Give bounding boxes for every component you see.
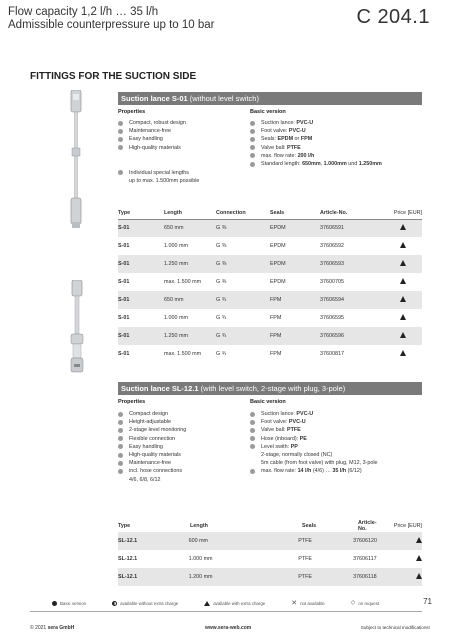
footer-subject: Subject to technical modifications! [360, 625, 430, 630]
lance2-properties-list [118, 410, 186, 484]
col-seals: Seals [302, 520, 358, 533]
bullet-icon [118, 137, 123, 142]
bullet-icon [118, 412, 123, 417]
list-item: 4/6, 6/8, 6/12 [129, 476, 161, 483]
list-item: up to max. 1.500mm possible [129, 178, 200, 185]
col-type: Type [118, 520, 190, 533]
extra-charge-icon [400, 278, 406, 284]
table-row: S-01 1.000 mm G ¾ FPM 37606595 [118, 309, 422, 327]
document-code: C 204.1 [356, 6, 430, 28]
table-row: S-01 max. 1.500 mm G ⅜ EPDM 37600705 [118, 273, 422, 291]
list-item: Easy handling [118, 443, 186, 451]
extra-charge-icon [400, 260, 406, 266]
footer-copyright: © 2021 sera GmbH [30, 625, 75, 631]
lance1-properties-heading: Properties [118, 109, 146, 115]
section-title: FITTINGS FOR THE SUCTION SIDE [30, 71, 197, 82]
extra-charge-icon [416, 555, 422, 561]
bullet-icon [250, 444, 255, 449]
extra-charge-icon [400, 296, 406, 302]
list-item: High-quality materials [118, 451, 186, 459]
list-item: Valve ball: PTFE [250, 144, 382, 152]
lance1-properties-list [118, 119, 199, 185]
lance1-table [118, 208, 422, 363]
col-type: Type [118, 208, 164, 219]
footer-website: www.sera-web.com [205, 625, 252, 631]
table-row: S-01 650 mm G ⅜ EPDM 37606591 [118, 219, 422, 237]
bullet-icon [250, 129, 255, 134]
lance2-basic-list [250, 410, 378, 476]
bullet-icon [250, 153, 255, 158]
list-item: max. flow rate: 200 l/h [250, 152, 382, 160]
header-line-2: Admissible counterpressure up to 10 bar [8, 19, 215, 31]
lance1-title-bar [118, 92, 422, 105]
lance2-basic-heading: Basic version [250, 399, 286, 405]
lance2-properties-heading: Properties [118, 399, 146, 405]
bullet-icon [118, 145, 123, 150]
bullet-icon [250, 469, 255, 474]
list-item: Compact design [118, 410, 186, 418]
col-price: Price [EUR] [384, 208, 422, 219]
bullet-icon [118, 428, 123, 433]
lance2-table-body [118, 532, 422, 586]
bullet-icon [118, 444, 123, 449]
list-item: Individual special lengths [118, 169, 199, 177]
list-item: Foot valve: PVC-U [250, 127, 382, 135]
col-connection: Connection [216, 208, 270, 219]
legend-item: Basic version [52, 601, 86, 606]
table-row: SL-12.1 1.200 mm PTFE 37606118 [118, 568, 422, 586]
list-item: 2-stage, normally closed (NC) [261, 452, 333, 459]
lance2-subtitle: (with level switch, 2-stage with plug, 3-pole) [200, 384, 346, 393]
bullet-icon [118, 129, 123, 134]
bullet-icon [118, 469, 123, 474]
extra-charge-icon [400, 224, 406, 230]
bullet-icon [118, 170, 123, 175]
bullet-icon [118, 420, 123, 425]
list-item: 2-stage level monitoring [118, 426, 186, 434]
page-number: 71 [423, 597, 432, 606]
list-item: Suction lance: PVC-U [250, 410, 378, 418]
extra-charge-icon [416, 573, 422, 579]
list-item: Suction lance: PVC-U [250, 119, 382, 127]
extra-charge-icon [400, 350, 406, 356]
no-charge-icon [112, 601, 117, 606]
table-row: SL-12.1 1.000 mm PTFE 37606117 [118, 550, 422, 568]
not-available-icon: ✕ [291, 600, 298, 608]
table-header-row [118, 520, 422, 533]
bullet-icon [118, 461, 123, 466]
lance1-title: Suction lance S-01 [121, 94, 188, 103]
lance2-title: Suction lance SL-12.1 [121, 384, 199, 393]
extra-charge-icon [400, 242, 406, 248]
legend-item: ◇ on request [350, 600, 380, 607]
lance1-subtitle: (without level switch) [189, 94, 259, 103]
list-item: Level swith: PP [250, 443, 378, 451]
bullet-icon [250, 428, 255, 433]
header-line-1: Flow capacity 1,2 l/h … 35 l/h [8, 6, 159, 18]
list-item: Easy handling [118, 135, 199, 143]
bullet-icon [250, 137, 255, 142]
footer-divider [30, 611, 422, 612]
table-row: S-01 max. 1.500 mm G ¾ FPM 37600817 [118, 345, 422, 363]
list-item: High-quality materials [118, 144, 199, 152]
suction-lance-sl12-image [64, 280, 90, 376]
list-item: Flexible connection [118, 435, 186, 443]
table-row: S-01 650 mm G ¾ FPM 37606594 [118, 291, 422, 309]
lance1-basic-heading: Basic version [250, 109, 286, 115]
list-item: incl. hose connections [118, 467, 186, 475]
col-article: Article-No. [320, 208, 384, 219]
table-row: SL-12.1 600 mm PTFE 37606120 [118, 532, 422, 550]
bullet-icon [250, 412, 255, 417]
list-item: Maintenance-free [118, 459, 186, 467]
col-length: Length [190, 520, 302, 533]
legend [52, 601, 379, 606]
extra-charge-icon [400, 314, 406, 320]
on-request-icon: ◇ [350, 600, 356, 607]
list-item: Valve ball: PTFE [250, 426, 378, 434]
suction-lance-s01-image [62, 90, 90, 230]
lance1-basic-list [250, 119, 382, 168]
legend-item: available without extra charge [112, 601, 178, 606]
extra-charge-icon [416, 537, 422, 543]
bullet-icon [250, 121, 255, 126]
bullet-icon [250, 436, 255, 441]
list-item: Standard length: 650mm, 1.000mm und 1.250mm [250, 160, 382, 168]
col-price: Price [EUR] [384, 520, 422, 533]
bullet-icon [118, 453, 123, 458]
list-item: 5m cable (from foot valve) with plug, M12, 3-pole [261, 460, 378, 467]
bullet-icon [250, 420, 255, 425]
table-row: S-01 1.000 mm G ⅜ EPDM 37606592 [118, 237, 422, 255]
list-item: max. flow rate: 14 l/h (4/6) … 35 l/h (6/12) [250, 467, 378, 475]
col-length: Length [164, 208, 216, 219]
table-row: S-01 1.250 mm G ¾ FPM 37606596 [118, 327, 422, 345]
list-item: Hose (inboard): PE [250, 435, 378, 443]
extra-charge-icon [400, 332, 406, 338]
col-seals: Seals [270, 208, 320, 219]
extra-charge-icon [204, 601, 210, 606]
table-row: S-01 1.250 mm G ⅜ EPDM 37606593 [118, 255, 422, 273]
list-item: Height-adjustable [118, 418, 186, 426]
list-item: Foot valve: PVC-U [250, 418, 378, 426]
list-item: Seals: EPDM or FPM [250, 135, 382, 143]
bullet-icon [118, 436, 123, 441]
table-header-row [118, 208, 422, 219]
legend-item: available with extra charge [204, 601, 265, 606]
bullet-icon [250, 162, 255, 167]
lance2-title-bar [118, 382, 422, 395]
legend-item: ✕ not available [291, 600, 325, 608]
list-item: Maintenance-free [118, 127, 199, 135]
basic-version-icon [52, 601, 57, 606]
bullet-icon [118, 121, 123, 126]
bullet-icon [250, 145, 255, 150]
col-article: Article-No. [358, 520, 384, 533]
list-item: Compact, robust design [118, 119, 199, 127]
